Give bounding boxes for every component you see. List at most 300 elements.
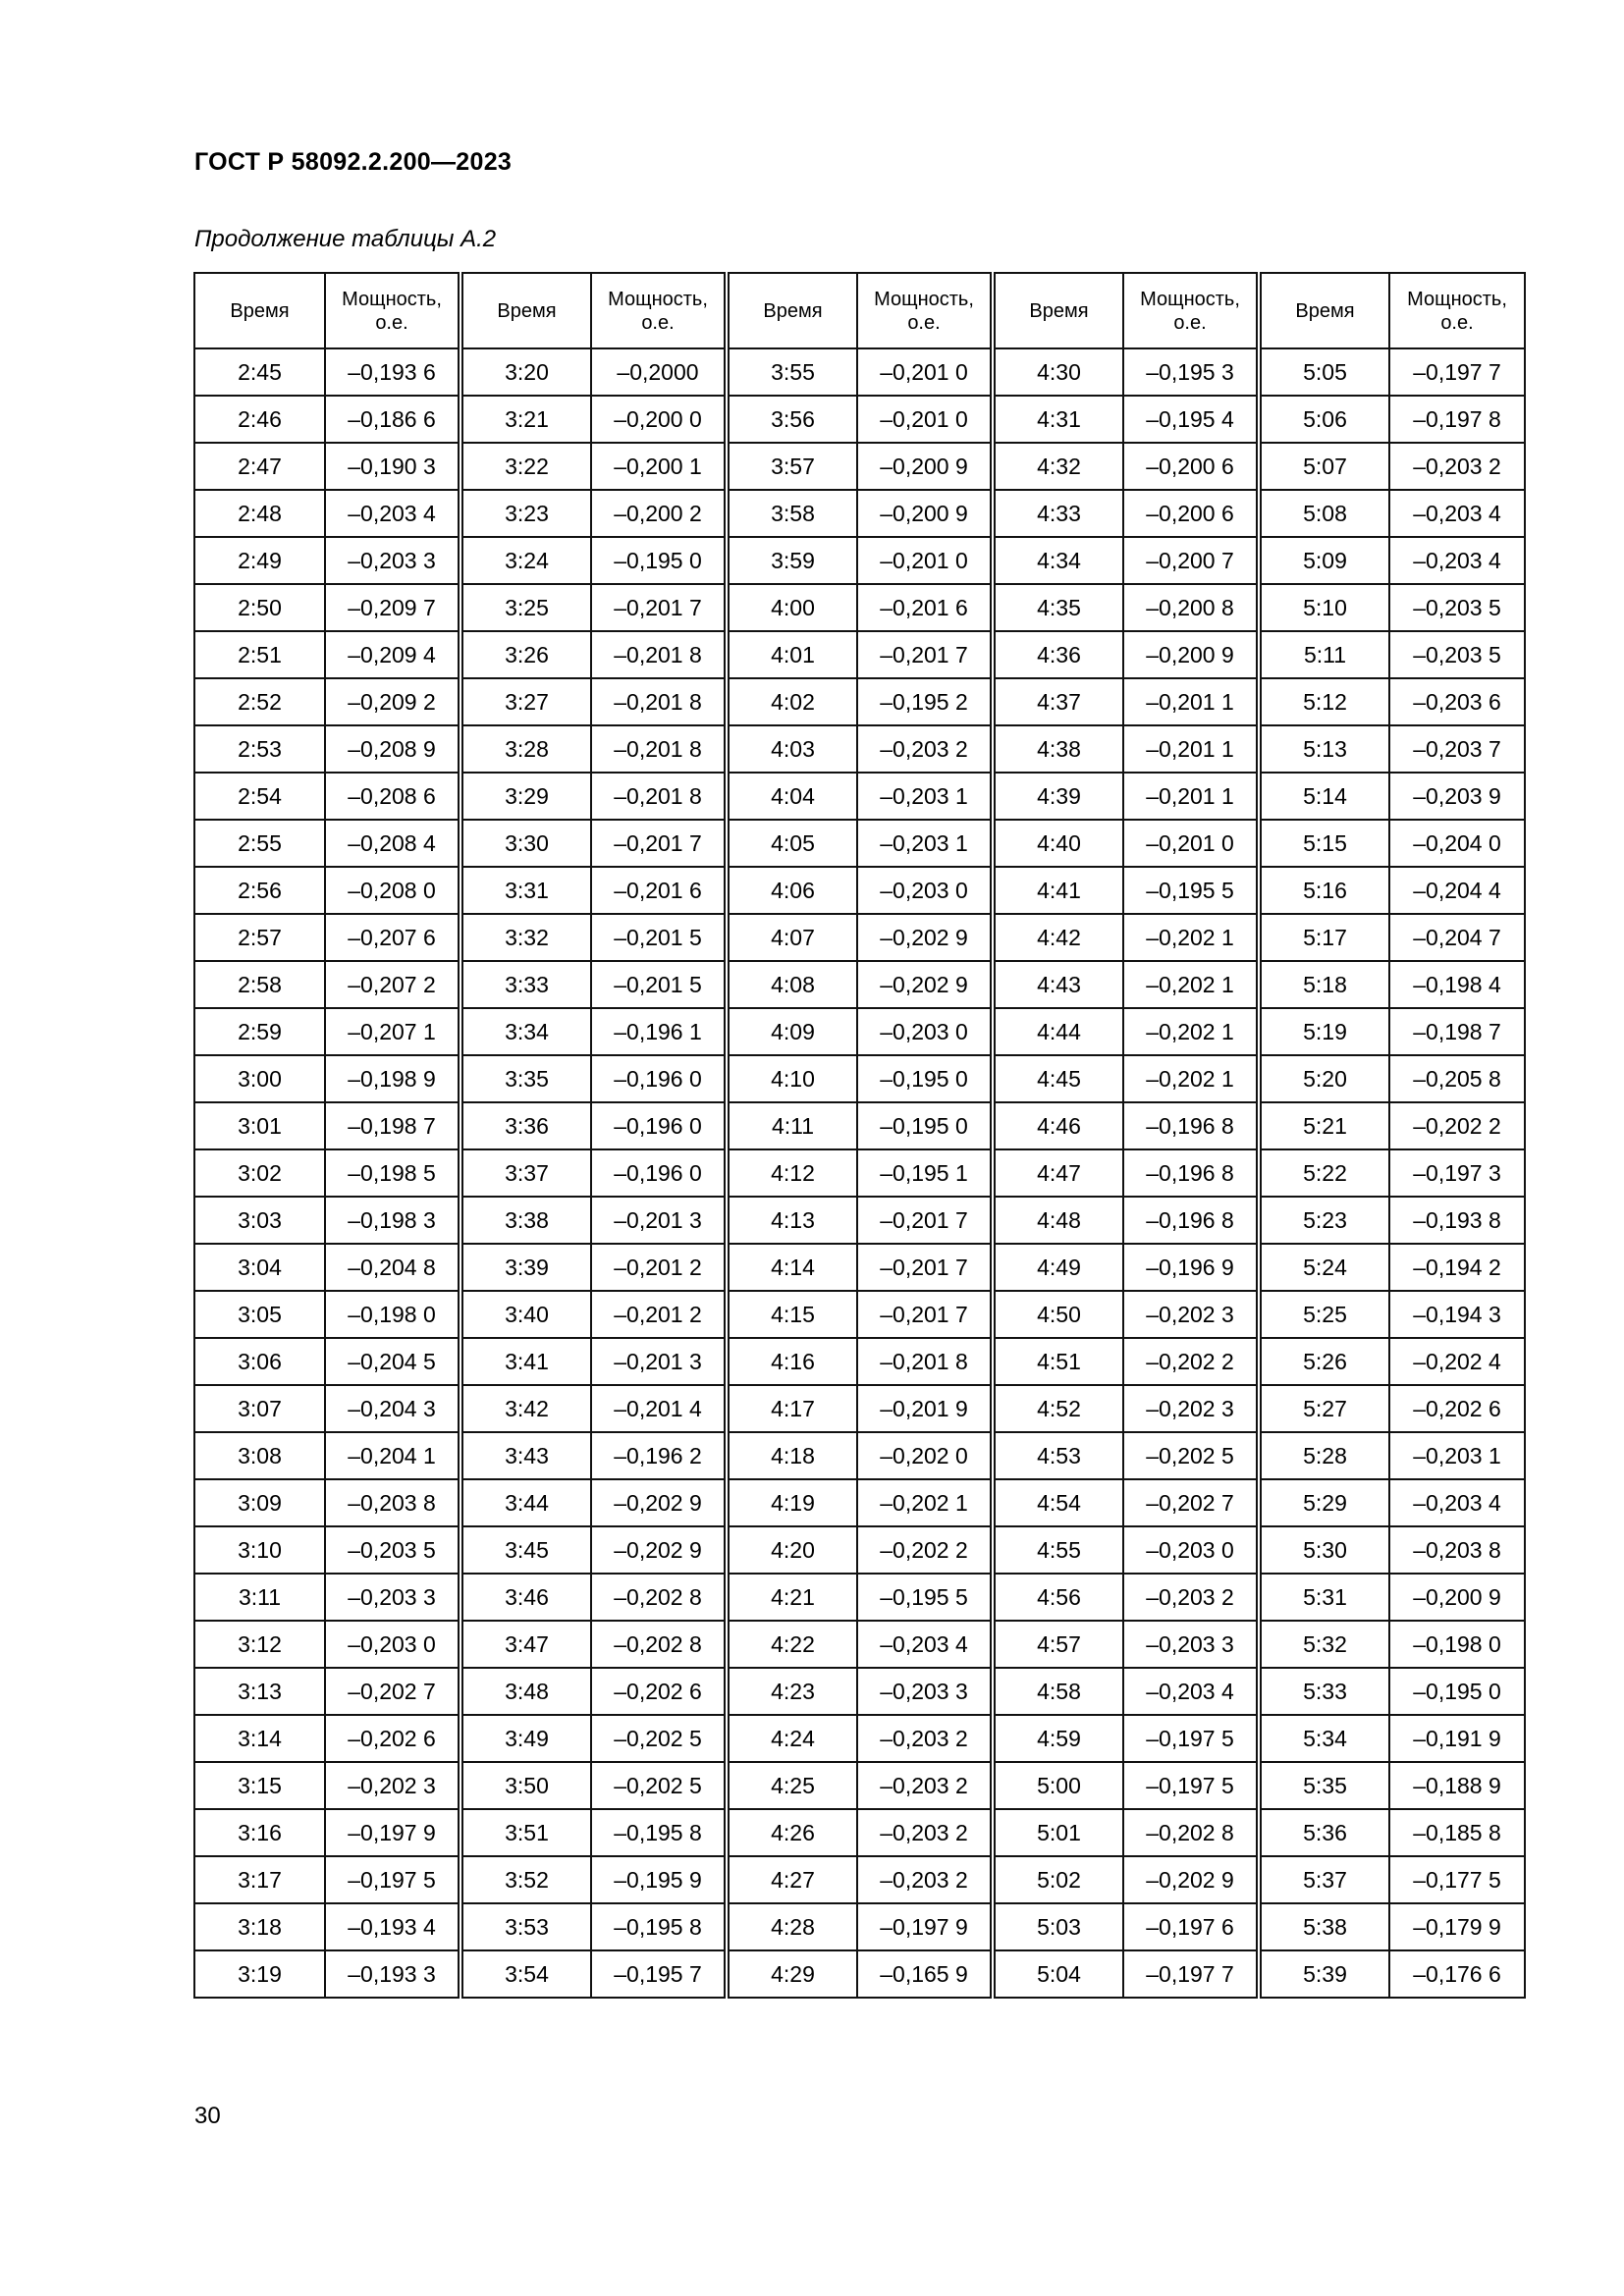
power-cell: –0,202 1 xyxy=(1123,914,1259,961)
power-cell: –0,194 2 xyxy=(1389,1244,1525,1291)
column-header-power: Мощность, о.е. xyxy=(591,273,727,348)
power-cell: –0,195 8 xyxy=(591,1903,727,1950)
table-row xyxy=(194,1856,1525,1903)
time-cell: 3:43 xyxy=(460,1432,591,1479)
time-cell: 3:48 xyxy=(460,1668,591,1715)
time-cell: 5:23 xyxy=(1259,1197,1389,1244)
time-cell: 5:17 xyxy=(1259,914,1389,961)
power-cell: –0,202 1 xyxy=(1123,1008,1259,1055)
time-cell: 5:07 xyxy=(1259,443,1389,490)
time-cell: 4:20 xyxy=(727,1526,857,1574)
power-cell: –0,203 2 xyxy=(857,1715,993,1762)
time-cell: 2:45 xyxy=(194,348,325,396)
time-cell: 4:21 xyxy=(727,1574,857,1621)
time-cell: 5:04 xyxy=(993,1950,1123,1998)
power-cell: –0,203 4 xyxy=(1389,537,1525,584)
power-cell: –0,195 8 xyxy=(591,1809,727,1856)
power-cell: –0,195 0 xyxy=(857,1055,993,1102)
time-cell: 3:45 xyxy=(460,1526,591,1574)
time-cell: 2:54 xyxy=(194,773,325,820)
power-cell: –0,201 2 xyxy=(591,1291,727,1338)
power-cell: –0,202 9 xyxy=(857,914,993,961)
table-row xyxy=(194,443,1525,490)
time-cell: 5:38 xyxy=(1259,1903,1389,1950)
power-cell: –0,204 3 xyxy=(325,1385,460,1432)
table-row xyxy=(194,1338,1525,1385)
time-cell: 4:07 xyxy=(727,914,857,961)
power-cell: –0,202 5 xyxy=(591,1715,727,1762)
power-cell: –0,186 6 xyxy=(325,396,460,443)
table-row xyxy=(194,773,1525,820)
power-cell: –0,202 9 xyxy=(857,961,993,1008)
time-cell: 2:53 xyxy=(194,725,325,773)
power-cell: –0,203 4 xyxy=(1389,1479,1525,1526)
power-cell: –0,203 5 xyxy=(325,1526,460,1574)
power-cell: –0,196 8 xyxy=(1123,1149,1259,1197)
time-cell: 3:28 xyxy=(460,725,591,773)
time-cell: 2:50 xyxy=(194,584,325,631)
time-cell: 3:37 xyxy=(460,1149,591,1197)
time-cell: 3:27 xyxy=(460,678,591,725)
power-cell: –0,203 5 xyxy=(1389,631,1525,678)
power-table xyxy=(193,272,1526,1999)
power-cell: –0,207 2 xyxy=(325,961,460,1008)
power-cell: –0,188 9 xyxy=(1389,1762,1525,1809)
time-cell: 4:05 xyxy=(727,820,857,867)
power-cell: –0,200 9 xyxy=(1123,631,1259,678)
time-cell: 4:29 xyxy=(727,1950,857,1998)
power-cell: –0,201 8 xyxy=(591,631,727,678)
time-cell: 2:55 xyxy=(194,820,325,867)
time-cell: 4:10 xyxy=(727,1055,857,1102)
power-cell: –0,193 8 xyxy=(1389,1197,1525,1244)
time-cell: 5:33 xyxy=(1259,1668,1389,1715)
time-cell: 4:47 xyxy=(993,1149,1123,1197)
power-cell: –0,203 8 xyxy=(325,1479,460,1526)
table-row xyxy=(194,1715,1525,1762)
power-cell: –0,197 3 xyxy=(1389,1149,1525,1197)
time-cell: 3:31 xyxy=(460,867,591,914)
time-cell: 4:13 xyxy=(727,1197,857,1244)
time-cell: 4:51 xyxy=(993,1338,1123,1385)
time-cell: 4:38 xyxy=(993,725,1123,773)
power-cell: –0,204 4 xyxy=(1389,867,1525,914)
power-cell: –0,201 0 xyxy=(1123,820,1259,867)
time-cell: 3:59 xyxy=(727,537,857,584)
power-cell: –0,201 5 xyxy=(591,914,727,961)
table-row xyxy=(194,1668,1525,1715)
power-cell: –0,179 9 xyxy=(1389,1903,1525,1950)
time-cell: 5:21 xyxy=(1259,1102,1389,1149)
time-cell: 3:22 xyxy=(460,443,591,490)
table-row xyxy=(194,1291,1525,1338)
time-cell: 5:16 xyxy=(1259,867,1389,914)
time-cell: 4:30 xyxy=(993,348,1123,396)
power-cell: –0,202 7 xyxy=(1123,1479,1259,1526)
time-cell: 4:00 xyxy=(727,584,857,631)
time-cell: 4:22 xyxy=(727,1621,857,1668)
power-cell: –0,203 1 xyxy=(857,773,993,820)
table-row xyxy=(194,584,1525,631)
time-cell: 3:56 xyxy=(727,396,857,443)
power-cell: –0,202 3 xyxy=(1123,1291,1259,1338)
time-cell: 4:57 xyxy=(993,1621,1123,1668)
power-cell: –0,197 8 xyxy=(1389,396,1525,443)
power-cell: –0,200 7 xyxy=(1123,537,1259,584)
time-cell: 3:24 xyxy=(460,537,591,584)
time-cell: 4:03 xyxy=(727,725,857,773)
power-cell: –0,196 0 xyxy=(591,1149,727,1197)
power-cell: –0,203 7 xyxy=(1389,725,1525,773)
time-cell: 5:24 xyxy=(1259,1244,1389,1291)
time-cell: 3:44 xyxy=(460,1479,591,1526)
power-cell: –0,201 7 xyxy=(591,820,727,867)
time-cell: 5:31 xyxy=(1259,1574,1389,1621)
power-cell: –0,203 2 xyxy=(857,1762,993,1809)
power-cell: –0,203 1 xyxy=(857,820,993,867)
table-header-row xyxy=(194,273,1525,348)
time-cell: 5:22 xyxy=(1259,1149,1389,1197)
time-cell: 3:09 xyxy=(194,1479,325,1526)
power-cell: –0,200 9 xyxy=(857,490,993,537)
table-row xyxy=(194,1479,1525,1526)
table-row xyxy=(194,1574,1525,1621)
time-cell: 5:28 xyxy=(1259,1432,1389,1479)
power-cell: –0,201 3 xyxy=(591,1338,727,1385)
time-cell: 2:59 xyxy=(194,1008,325,1055)
time-cell: 5:13 xyxy=(1259,725,1389,773)
time-cell: 3:35 xyxy=(460,1055,591,1102)
power-cell: –0,208 6 xyxy=(325,773,460,820)
power-cell: –0,203 9 xyxy=(1389,773,1525,820)
power-cell: –0,201 8 xyxy=(591,725,727,773)
time-cell: 3:34 xyxy=(460,1008,591,1055)
time-cell: 3:42 xyxy=(460,1385,591,1432)
power-cell: –0,198 0 xyxy=(1389,1621,1525,1668)
power-cell: –0,198 4 xyxy=(1389,961,1525,1008)
table-row xyxy=(194,1055,1525,1102)
power-cell: –0,202 6 xyxy=(591,1668,727,1715)
time-cell: 5:20 xyxy=(1259,1055,1389,1102)
power-cell: –0,202 1 xyxy=(1123,1055,1259,1102)
power-cell: –0,203 4 xyxy=(325,490,460,537)
table-row xyxy=(194,1762,1525,1809)
power-cell: –0,200 9 xyxy=(857,443,993,490)
time-cell: 3:51 xyxy=(460,1809,591,1856)
time-cell: 3:52 xyxy=(460,1856,591,1903)
power-cell: –0,200 2 xyxy=(591,490,727,537)
time-cell: 5:39 xyxy=(1259,1950,1389,1998)
time-cell: 4:39 xyxy=(993,773,1123,820)
power-cell: –0,202 3 xyxy=(1123,1385,1259,1432)
power-cell: –0,201 7 xyxy=(857,1197,993,1244)
time-cell: 5:36 xyxy=(1259,1809,1389,1856)
power-cell: –0,202 9 xyxy=(591,1526,727,1574)
time-cell: 3:12 xyxy=(194,1621,325,1668)
table-row xyxy=(194,1102,1525,1149)
power-cell: –0,203 6 xyxy=(1389,678,1525,725)
time-cell: 5:00 xyxy=(993,1762,1123,1809)
time-cell: 4:56 xyxy=(993,1574,1123,1621)
power-cell: –0,195 7 xyxy=(591,1950,727,1998)
time-cell: 5:32 xyxy=(1259,1621,1389,1668)
time-cell: 4:08 xyxy=(727,961,857,1008)
power-cell: –0,200 9 xyxy=(1389,1574,1525,1621)
time-cell: 4:36 xyxy=(993,631,1123,678)
time-cell: 3:33 xyxy=(460,961,591,1008)
time-cell: 4:27 xyxy=(727,1856,857,1903)
time-cell: 3:20 xyxy=(460,348,591,396)
power-cell: –0,201 7 xyxy=(857,631,993,678)
time-cell: 4:37 xyxy=(993,678,1123,725)
time-cell: 3:03 xyxy=(194,1197,325,1244)
power-cell: –0,198 0 xyxy=(325,1291,460,1338)
time-cell: 4:45 xyxy=(993,1055,1123,1102)
power-cell: –0,200 0 xyxy=(591,396,727,443)
time-cell: 3:19 xyxy=(194,1950,325,1998)
power-cell: –0,197 7 xyxy=(1389,348,1525,396)
power-cell: –0,196 9 xyxy=(1123,1244,1259,1291)
time-cell: 3:11 xyxy=(194,1574,325,1621)
power-cell: –0,202 3 xyxy=(325,1762,460,1809)
time-cell: 3:21 xyxy=(460,396,591,443)
time-cell: 3:15 xyxy=(194,1762,325,1809)
power-cell: –0,208 4 xyxy=(325,820,460,867)
time-cell: 4:32 xyxy=(993,443,1123,490)
table-row xyxy=(194,725,1525,773)
time-cell: 3:18 xyxy=(194,1903,325,1950)
time-cell: 5:10 xyxy=(1259,584,1389,631)
power-cell: –0,208 0 xyxy=(325,867,460,914)
time-cell: 3:47 xyxy=(460,1621,591,1668)
time-cell: 2:58 xyxy=(194,961,325,1008)
time-cell: 5:37 xyxy=(1259,1856,1389,1903)
time-cell: 3:16 xyxy=(194,1809,325,1856)
time-cell: 2:51 xyxy=(194,631,325,678)
power-cell: –0,196 1 xyxy=(591,1008,727,1055)
power-cell: –0,208 9 xyxy=(325,725,460,773)
power-cell: –0,202 5 xyxy=(591,1762,727,1809)
time-cell: 3:00 xyxy=(194,1055,325,1102)
time-cell: 5:35 xyxy=(1259,1762,1389,1809)
power-cell: –0,195 2 xyxy=(857,678,993,725)
power-cell: –0,203 4 xyxy=(1123,1668,1259,1715)
time-cell: 5:30 xyxy=(1259,1526,1389,1574)
power-cell: –0,203 3 xyxy=(1123,1621,1259,1668)
power-cell: –0,202 1 xyxy=(857,1479,993,1526)
time-cell: 4:06 xyxy=(727,867,857,914)
power-cell: –0,202 9 xyxy=(1123,1856,1259,1903)
power-cell: –0,193 3 xyxy=(325,1950,460,1998)
power-cell: –0,201 1 xyxy=(1123,725,1259,773)
power-cell: –0,177 5 xyxy=(1389,1856,1525,1903)
power-cell: –0,202 2 xyxy=(1389,1102,1525,1149)
power-cell: –0,201 2 xyxy=(591,1244,727,1291)
time-cell: 3:01 xyxy=(194,1102,325,1149)
time-cell: 4:42 xyxy=(993,914,1123,961)
document-header: ГОСТ Р 58092.2.200—2023 xyxy=(194,148,513,176)
time-cell: 3:53 xyxy=(460,1903,591,1950)
time-cell: 4:09 xyxy=(727,1008,857,1055)
time-cell: 3:17 xyxy=(194,1856,325,1903)
time-cell: 5:09 xyxy=(1259,537,1389,584)
time-cell: 3:41 xyxy=(460,1338,591,1385)
power-cell: –0,200 1 xyxy=(591,443,727,490)
power-cell: –0,198 9 xyxy=(325,1055,460,1102)
time-cell: 5:15 xyxy=(1259,820,1389,867)
power-cell: –0,196 2 xyxy=(591,1432,727,1479)
time-cell: 5:14 xyxy=(1259,773,1389,820)
power-cell: –0,205 8 xyxy=(1389,1055,1525,1102)
power-cell: –0,203 1 xyxy=(1389,1432,1525,1479)
time-cell: 5:25 xyxy=(1259,1291,1389,1338)
power-cell: –0,203 2 xyxy=(1123,1574,1259,1621)
time-cell: 4:12 xyxy=(727,1149,857,1197)
power-cell: –0,201 6 xyxy=(857,584,993,631)
power-cell: –0,203 3 xyxy=(325,537,460,584)
table-row xyxy=(194,490,1525,537)
power-cell: –0,165 9 xyxy=(857,1950,993,1998)
time-cell: 3:39 xyxy=(460,1244,591,1291)
time-cell: 5:06 xyxy=(1259,396,1389,443)
power-cell: –0,201 0 xyxy=(857,348,993,396)
power-cell: –0,202 9 xyxy=(591,1479,727,1526)
table-row xyxy=(194,1385,1525,1432)
power-cell: –0,200 6 xyxy=(1123,443,1259,490)
time-cell: 4:31 xyxy=(993,396,1123,443)
table-row xyxy=(194,1526,1525,1574)
power-cell: –0,203 8 xyxy=(1389,1526,1525,1574)
power-cell: –0,194 3 xyxy=(1389,1291,1525,1338)
power-cell: –0,201 7 xyxy=(857,1244,993,1291)
table-row xyxy=(194,396,1525,443)
time-cell: 4:48 xyxy=(993,1197,1123,1244)
table-row xyxy=(194,1809,1525,1856)
time-cell: 3:50 xyxy=(460,1762,591,1809)
power-cell: –0,202 6 xyxy=(1389,1385,1525,1432)
time-cell: 4:34 xyxy=(993,537,1123,584)
power-cell: –0,201 1 xyxy=(1123,773,1259,820)
power-cell: –0,209 7 xyxy=(325,584,460,631)
table-row xyxy=(194,1149,1525,1197)
power-cell: –0,203 3 xyxy=(325,1574,460,1621)
time-cell: 4:04 xyxy=(727,773,857,820)
power-cell: –0,202 5 xyxy=(1123,1432,1259,1479)
power-cell: –0,202 2 xyxy=(857,1526,993,1574)
time-cell: 4:35 xyxy=(993,584,1123,631)
power-cell: –0,195 0 xyxy=(857,1102,993,1149)
time-cell: 4:52 xyxy=(993,1385,1123,1432)
column-header-time: Время xyxy=(194,273,325,348)
time-cell: 3:32 xyxy=(460,914,591,961)
column-header-time: Время xyxy=(727,273,857,348)
time-cell: 4:46 xyxy=(993,1102,1123,1149)
time-cell: 5:26 xyxy=(1259,1338,1389,1385)
time-cell: 3:49 xyxy=(460,1715,591,1762)
power-cell: –0,201 1 xyxy=(1123,678,1259,725)
time-cell: 2:52 xyxy=(194,678,325,725)
power-cell: –0,190 3 xyxy=(325,443,460,490)
table-row xyxy=(194,1903,1525,1950)
power-cell: –0,203 3 xyxy=(857,1668,993,1715)
power-cell: –0,202 6 xyxy=(325,1715,460,1762)
table-row xyxy=(194,1008,1525,1055)
power-cell: –0,204 8 xyxy=(325,1244,460,1291)
table-row xyxy=(194,631,1525,678)
time-cell: 3:07 xyxy=(194,1385,325,1432)
time-cell: 4:19 xyxy=(727,1479,857,1526)
power-cell: –0,195 0 xyxy=(591,537,727,584)
power-cell: –0,176 6 xyxy=(1389,1950,1525,1998)
power-cell: –0,203 4 xyxy=(1389,490,1525,537)
time-cell: 5:02 xyxy=(993,1856,1123,1903)
time-cell: 3:29 xyxy=(460,773,591,820)
time-cell: 4:41 xyxy=(993,867,1123,914)
table-row xyxy=(194,678,1525,725)
power-cell: –0,201 8 xyxy=(591,678,727,725)
page-number: 30 xyxy=(194,2103,221,2129)
time-cell: 4:25 xyxy=(727,1762,857,1809)
time-cell: 4:18 xyxy=(727,1432,857,1479)
power-cell: –0,207 1 xyxy=(325,1008,460,1055)
power-cell: –0,202 1 xyxy=(1123,961,1259,1008)
time-cell: 5:12 xyxy=(1259,678,1389,725)
time-cell: 4:49 xyxy=(993,1244,1123,1291)
power-cell: –0,2000 xyxy=(591,348,727,396)
power-cell: –0,204 5 xyxy=(325,1338,460,1385)
power-cell: –0,197 5 xyxy=(1123,1715,1259,1762)
time-cell: 3:58 xyxy=(727,490,857,537)
table-row xyxy=(194,1621,1525,1668)
power-cell: –0,195 0 xyxy=(1389,1668,1525,1715)
power-cell: –0,204 7 xyxy=(1389,914,1525,961)
power-cell: –0,201 6 xyxy=(591,867,727,914)
time-cell: 4:53 xyxy=(993,1432,1123,1479)
power-cell: –0,201 4 xyxy=(591,1385,727,1432)
power-cell: –0,197 5 xyxy=(1123,1762,1259,1809)
power-cell: –0,195 5 xyxy=(857,1574,993,1621)
time-cell: 3:30 xyxy=(460,820,591,867)
power-cell: –0,196 8 xyxy=(1123,1102,1259,1149)
power-cell: –0,198 7 xyxy=(1389,1008,1525,1055)
time-cell: 2:57 xyxy=(194,914,325,961)
time-cell: 3:38 xyxy=(460,1197,591,1244)
time-cell: 3:25 xyxy=(460,584,591,631)
power-cell: –0,203 0 xyxy=(1123,1526,1259,1574)
power-cell: –0,193 6 xyxy=(325,348,460,396)
power-cell: –0,201 8 xyxy=(591,773,727,820)
time-cell: 4:43 xyxy=(993,961,1123,1008)
time-cell: 3:54 xyxy=(460,1950,591,1998)
time-cell: 3:40 xyxy=(460,1291,591,1338)
column-header-time: Время xyxy=(460,273,591,348)
time-cell: 4:59 xyxy=(993,1715,1123,1762)
time-cell: 5:01 xyxy=(993,1809,1123,1856)
time-cell: 4:26 xyxy=(727,1809,857,1856)
time-cell: 3:26 xyxy=(460,631,591,678)
power-cell: –0,202 8 xyxy=(591,1621,727,1668)
column-header-time: Время xyxy=(1259,273,1389,348)
time-cell: 4:33 xyxy=(993,490,1123,537)
power-cell: –0,203 0 xyxy=(857,1008,993,1055)
power-cell: –0,193 4 xyxy=(325,1903,460,1950)
time-cell: 4:23 xyxy=(727,1668,857,1715)
time-cell: 5:18 xyxy=(1259,961,1389,1008)
time-cell: 5:05 xyxy=(1259,348,1389,396)
power-cell: –0,203 2 xyxy=(857,725,993,773)
time-cell: 4:40 xyxy=(993,820,1123,867)
power-cell: –0,195 5 xyxy=(1123,867,1259,914)
